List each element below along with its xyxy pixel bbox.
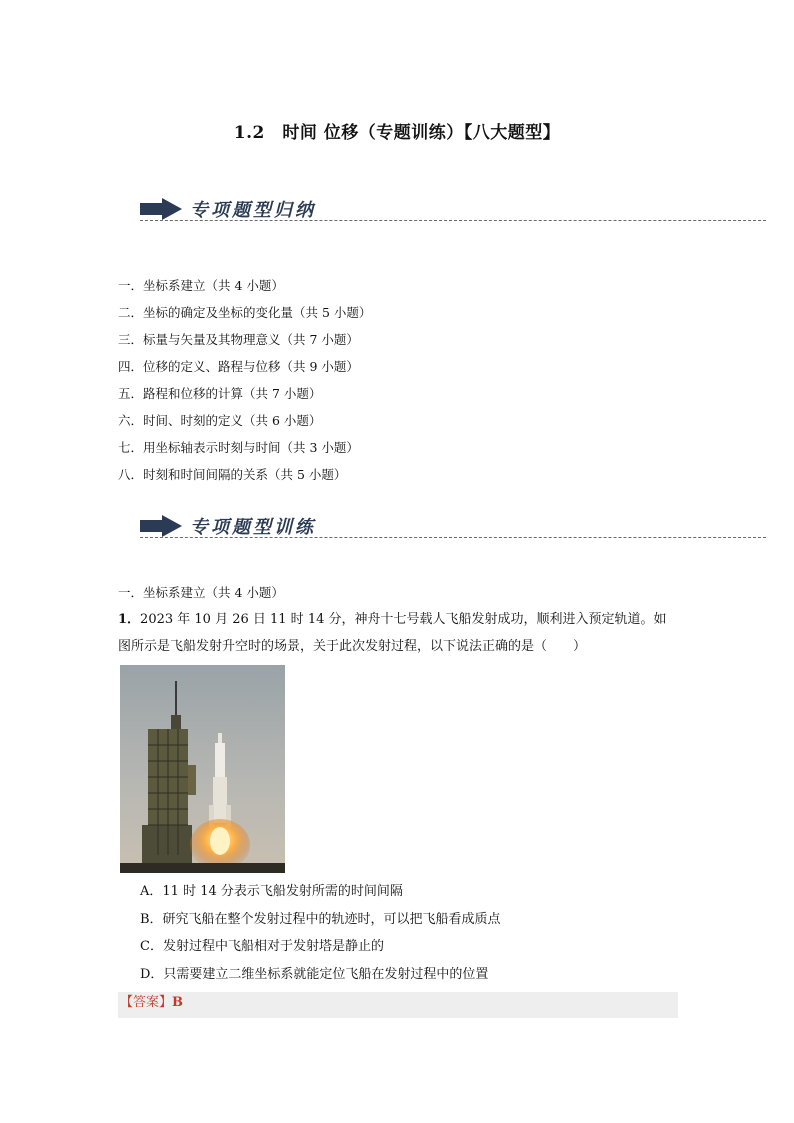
- option-c: C．发射过程中飞船相对于发射塔是静止的: [140, 939, 384, 954]
- topic-item: 六．时间、时刻的定义（共 6 小题）: [118, 413, 322, 428]
- topic-item: 一．坐标系建立（共 4 小题）: [118, 278, 284, 293]
- part-heading: 一．坐标系建立（共 4 小题）: [118, 585, 284, 600]
- option-a: A．11 时 14 分表示飞船发射所需的时间间隔: [140, 884, 403, 899]
- question-stem: [118, 606, 678, 660]
- option-d: D．只需要建立二维坐标系就能定位飞船在发射过程中的位置: [140, 966, 489, 982]
- topic-item: 四．位移的定义、路程与位移（共 9 小题）: [118, 359, 359, 374]
- section-title: 专项题型归纳: [190, 200, 316, 221]
- question-number: 1．: [118, 612, 141, 627]
- topic-item: 五．路程和位移的计算（共 7 小题）: [118, 386, 322, 401]
- answer-label: 【答案】: [120, 995, 173, 1010]
- section-header-summary: [140, 192, 766, 232]
- arrow-right-icon: [140, 515, 182, 537]
- dashed-divider: [140, 220, 766, 221]
- answer-box: [118, 992, 678, 1018]
- topic-item: 七．用坐标轴表示时刻与时间（共 3 小题）: [118, 440, 359, 455]
- answer-value: B: [172, 995, 184, 1010]
- question-text: 2023 年 10 月 26 日 11 时 14 分，神舟十七号载人飞船发射成功，顺利进入预定轨道。如图所示是飞船发射升空时的场景，关于此次发射过程，以下说法正确的是（ ）: [118, 612, 667, 654]
- topic-list: [118, 272, 371, 488]
- option-b: B．研究飞船在整个发射过程中的轨迹时，可以把飞船看成质点: [140, 911, 501, 927]
- answer-options: [140, 878, 501, 988]
- topic-item: 三．标量与矢量及其物理意义（共 7 小题）: [118, 332, 359, 347]
- topic-item: 八．时刻和时间间隔的关系（共 5 小题）: [118, 467, 347, 482]
- topic-item: 二．坐标的确定及坐标的变化量（共 5 小题）: [118, 305, 372, 320]
- rocket-launch-photo: [120, 665, 285, 873]
- dashed-divider: [140, 537, 766, 538]
- document-title: 1.2 时间 位移（专题训练）【八大题型】: [233, 123, 561, 143]
- arrow-right-icon: [140, 198, 182, 220]
- section-title: 专项题型训练: [190, 517, 316, 538]
- section-header-training: [140, 509, 766, 549]
